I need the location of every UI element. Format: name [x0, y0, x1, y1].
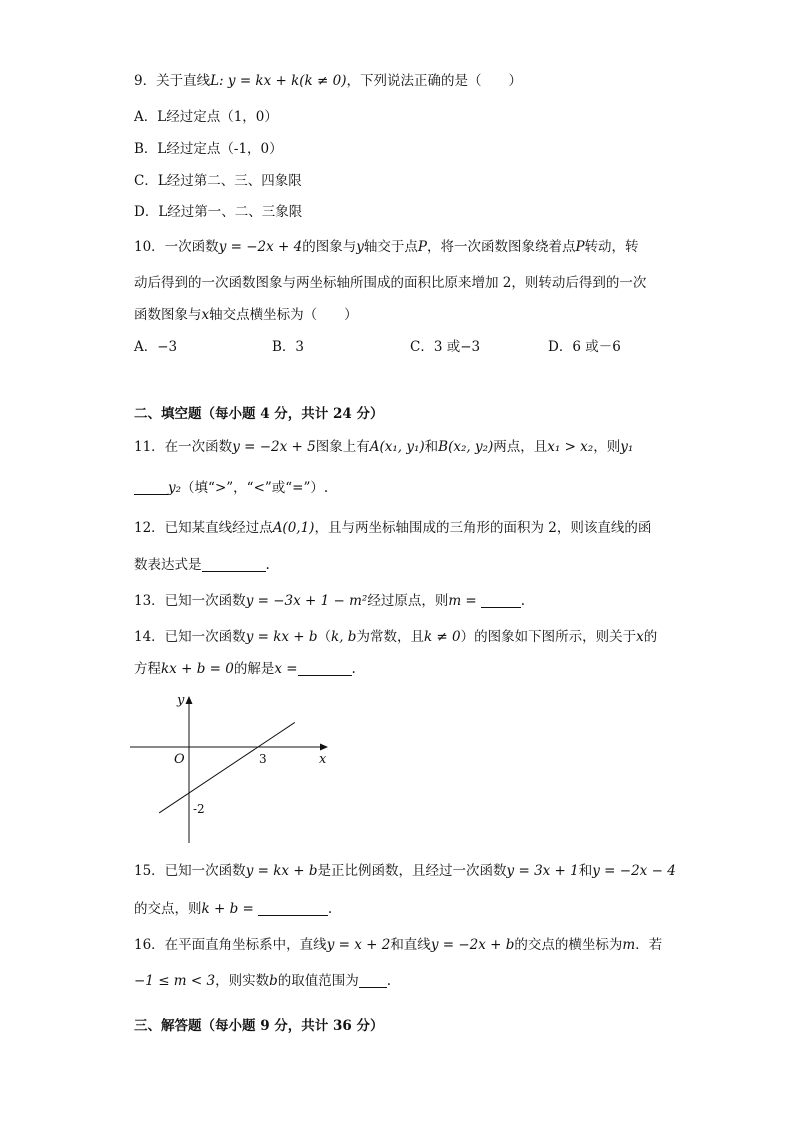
q10-text: 的图象与	[302, 239, 357, 255]
q9-option-d: D．L经过第一、二、三象限	[134, 204, 303, 220]
section-2-heading: 二、填空题（每小题 4 分，共计 24 分）	[134, 406, 384, 422]
q15-expression: k + b =	[201, 901, 254, 917]
question-12-line-2	[134, 555, 270, 575]
q15-equation: y = 3x + 1	[506, 863, 579, 879]
q10-option-c: C．3 或−3	[410, 339, 481, 355]
q15-text: 是正比例函数，且经过一次函数	[317, 863, 507, 879]
q9-option-a: A．L经过定点（1，0）	[134, 109, 278, 125]
q13-var: m =	[448, 593, 477, 609]
q9-text-end: ，下列说法正确的是（ ）	[346, 73, 522, 89]
q10-var: y	[356, 239, 364, 255]
y-axis-arrow	[186, 696, 193, 704]
q10-text: 10．一次函数	[134, 239, 219, 255]
q15-text: 15．已知一次函数	[134, 863, 246, 879]
q13-text: 经过原点，则	[367, 593, 449, 609]
x-axis-arrow	[320, 744, 328, 751]
x-axis-label: x	[319, 752, 327, 767]
answer-blank[interactable]	[202, 557, 266, 572]
q14-equation: kx + b = 0	[161, 661, 234, 677]
q14-text: 14．已知一次函数	[134, 629, 246, 645]
q11-equation: y = −2x + 5	[232, 439, 316, 455]
q15-equation: y = kx + b	[245, 863, 318, 879]
question-13	[134, 591, 525, 611]
q9-equation: L: y = kx + k(k ≠ 0)	[210, 73, 347, 89]
q11-text: （填“>”，“<”或“=”）.	[181, 480, 329, 496]
question-15-line-2	[134, 899, 332, 919]
q16-var: b	[269, 973, 278, 989]
answer-blank[interactable]	[134, 480, 168, 495]
q10-text: 转动，转	[584, 239, 639, 255]
q14-var: k, b	[331, 629, 357, 645]
q16-text: 的交点的横坐标为	[514, 937, 623, 953]
q16-equation: y = −2x + b	[430, 937, 515, 953]
q12-text: 数表达式是	[134, 557, 202, 573]
q16-var: m	[622, 937, 636, 953]
question-14-line-1	[134, 627, 657, 647]
q9-text: 9．关于直线	[134, 73, 211, 89]
q10-text: 轴交点横坐标为（ ）	[209, 307, 358, 323]
q16-text: .	[386, 973, 392, 989]
question-9-stem	[134, 71, 522, 91]
q12-point: A(0,1)	[272, 520, 315, 536]
q10-equation: y = −2x + 4	[218, 239, 303, 255]
q15-text: 和	[578, 863, 593, 879]
answer-blank[interactable]	[481, 593, 521, 608]
q14-text: 的	[643, 629, 658, 645]
q16-text: 的取值范围为	[277, 973, 359, 989]
q11-text: 两点，且	[493, 439, 548, 455]
answer-blank[interactable]	[298, 661, 352, 676]
q10-text: 轴交于点	[363, 239, 418, 255]
q16-text: 16．在平面直角坐标系中，直线	[134, 937, 327, 953]
q14-text: 为常数，且	[356, 629, 424, 645]
q10-option-a: A．−3	[134, 339, 178, 355]
q10-text: ，将一次函数图象绕着点	[426, 239, 576, 255]
q10-var: P	[575, 239, 585, 255]
q10-option-b: B．3	[272, 339, 305, 355]
q15-text: 的交点，则	[134, 901, 202, 917]
q16-text: 和直线	[390, 937, 431, 953]
q10-var: x	[201, 307, 210, 323]
y-intercept-label: -2	[193, 802, 205, 816]
question-14-line-2	[134, 659, 356, 679]
q11-condition: x₁ > x₂	[547, 439, 594, 455]
q11-text: 图象上有	[315, 439, 370, 455]
y-axis-label: y	[177, 693, 185, 708]
q14-text: （	[317, 629, 332, 645]
q14-text: 的解是	[233, 661, 275, 677]
q10-text: 函数图象与	[134, 307, 202, 323]
section-3-heading: 三、解答题（每小题 9 分，共计 36 分）	[134, 1018, 384, 1034]
q13-equation: y = −3x + 1 − m²	[245, 593, 368, 609]
question-10-line-3	[134, 305, 358, 325]
q14-text: ）的图象如下图所示，则关于	[460, 629, 637, 645]
q13-text: .	[520, 593, 526, 609]
question-16-line-2	[134, 971, 391, 991]
answer-blank[interactable]	[258, 901, 328, 916]
q11-point-b: B(x₂, y₂)	[438, 439, 494, 455]
q11-var: y₂	[168, 480, 182, 496]
q16-equation: y = x + 2	[326, 937, 391, 953]
q14-equation: y = kx + b	[245, 629, 318, 645]
question-10-line-2: 动后得到的一次函数图象与两坐标轴所围成的面积比原来增加 2，则转动后得到的一次	[134, 275, 647, 291]
q10-option-d: D．6 或－6	[548, 339, 621, 355]
q16-text: ．若	[635, 937, 663, 953]
q14-text: .	[351, 661, 356, 677]
q12-text: .	[265, 557, 270, 573]
q11-text: 11．在一次函数	[134, 439, 233, 455]
q14-var: x =	[274, 661, 298, 677]
question-12-line-1	[134, 518, 651, 538]
q13-text: 13．已知一次函数	[134, 593, 246, 609]
question-11-line-1	[134, 437, 633, 457]
q15-text: .	[327, 901, 333, 917]
x-intercept-label: 3	[259, 752, 267, 766]
linear-function-graph	[125, 688, 345, 848]
question-10-line-1	[134, 237, 639, 257]
question-15-line-1	[134, 861, 676, 881]
question-16-line-1	[134, 935, 662, 955]
origin-label: O	[174, 752, 185, 767]
q14-var: x	[636, 629, 644, 645]
answer-blank[interactable]	[359, 973, 387, 988]
q11-var: y₁	[620, 439, 634, 455]
q10-var: P	[417, 239, 427, 255]
q11-point-a: A(x₁, y₁)	[369, 439, 425, 455]
q14-text: 方程	[134, 661, 161, 677]
q16-text: ，则实数	[215, 973, 270, 989]
q14-condition: k ≠ 0	[423, 629, 461, 645]
q12-text: ，且与两坐标轴围成的三角形的面积为 2，则该直线的函	[314, 520, 652, 536]
q11-text: ，则	[593, 439, 621, 455]
q16-condition: −1 ≤ m < 3	[134, 973, 216, 989]
q15-equation: y = −2x − 4	[592, 863, 676, 879]
question-11-line-2	[134, 478, 328, 498]
function-line	[159, 722, 295, 812]
q12-text: 12．已知某直线经过点	[134, 520, 273, 536]
q9-option-c: C．L经过第二、三、四象限	[134, 173, 302, 189]
q9-option-b: B．L经过定点（-1，0）	[134, 141, 283, 157]
q11-text: 和	[424, 439, 439, 455]
